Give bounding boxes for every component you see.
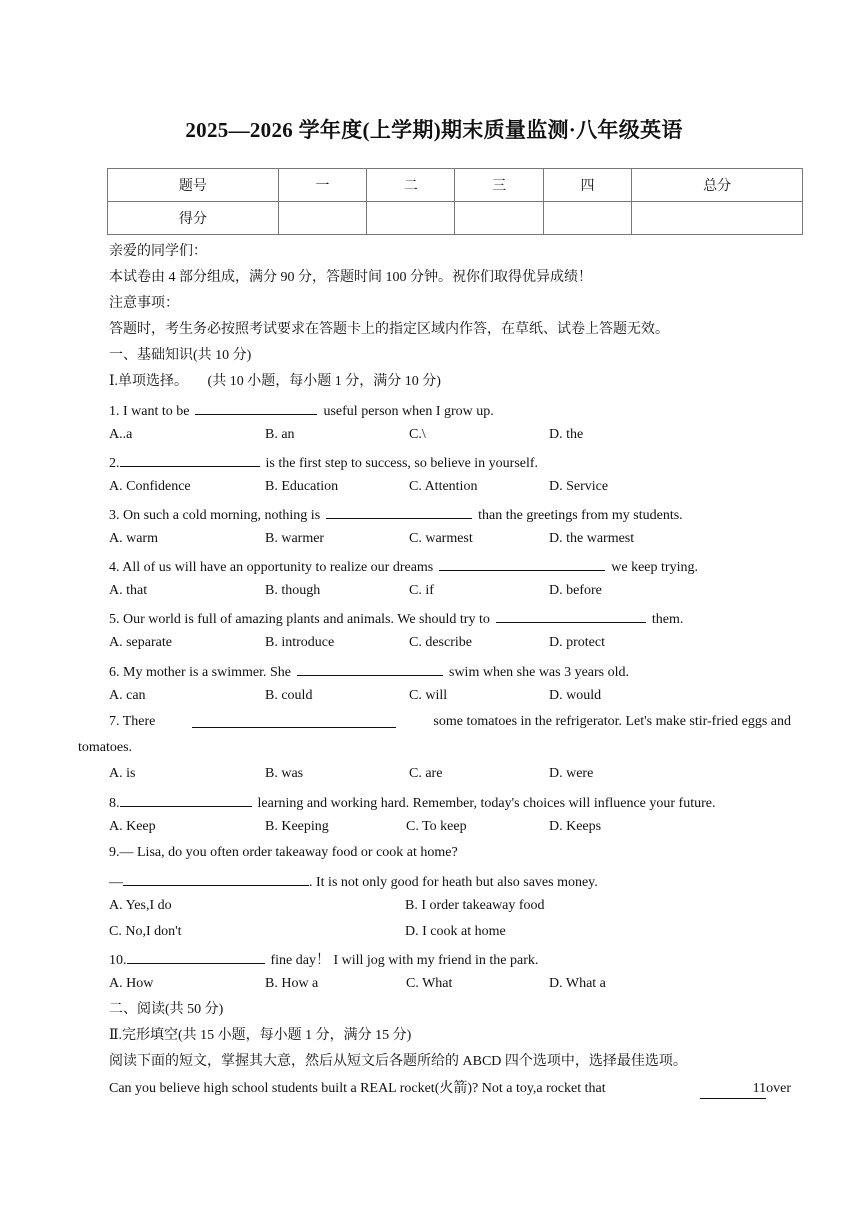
notice-text: 答题时，考生务必按照考试要求在答题卡上的指定区域内作答，在草纸、试卷上答题无效。 — [109, 322, 669, 337]
score-cell-part4: 四 — [543, 169, 631, 202]
option-b: B. was — [265, 766, 304, 781]
question-stem-pre: 5. Our world is full of amazing plants and animals. We should try to — [109, 612, 490, 627]
part2-instruction: 阅读下面的短文，掌握其大意，然后从短文后各题所给的 ABCD 四个选项中，选择最佳选项。 — [109, 1054, 687, 1069]
notice-title: 注意事项： — [109, 296, 179, 311]
question-8 — [109, 792, 716, 813]
question-stem-pre: 3. On such a cold morning, nothing is — [109, 508, 321, 523]
answer-blank — [326, 504, 472, 519]
passage-text: Can you believe high school students built a REAL rocket(火箭)? Not a toy,a rocket that — [109, 1081, 606, 1096]
score-empty-cell — [367, 202, 455, 235]
passage-line-1 — [109, 1080, 791, 1099]
option-b: B. Education — [265, 479, 339, 494]
score-cell-part1: 一 — [278, 169, 366, 202]
part1-note: (共 10 小题，每小题 1 分，满分 10 分) — [207, 374, 441, 389]
option-a: A. warm — [109, 531, 158, 546]
question-stem-post: learning and working hard. Remember, today's choices will influence your future. — [257, 796, 716, 811]
score-table-score-row — [108, 202, 803, 235]
exam-title: 2025—2026 学年度(上学期)期末质量监测·八年级英语 — [185, 118, 683, 142]
option-b: B. an — [265, 427, 295, 442]
option-c: C. will — [409, 688, 448, 703]
option-c: C.\ — [409, 427, 426, 442]
question-stem-post: fine day！ I will jog with my friend in the park. — [270, 953, 539, 968]
option-d: D. the — [549, 427, 584, 442]
option-a: A. Keep — [109, 819, 156, 834]
score-cell-label: 题号 — [108, 169, 279, 202]
option-d: D. would — [549, 688, 602, 703]
answer-blank — [192, 713, 396, 728]
answer-blank — [496, 608, 646, 623]
question-4 — [109, 556, 698, 577]
option-d: D. What a — [549, 976, 606, 991]
question-stem-post: them. — [651, 612, 684, 627]
score-empty-cell — [278, 202, 366, 235]
answer-blank — [127, 949, 265, 964]
score-table-header-row — [108, 169, 803, 202]
question-stem-post: some tomatoes in the refrigerator. Let's make stir-fried eggs and — [433, 714, 791, 729]
option-c: C. describe — [409, 635, 472, 650]
question-2 — [109, 452, 538, 473]
option-d: D. protect — [549, 635, 605, 650]
question-10 — [109, 949, 538, 970]
option-c: C. warmest — [409, 531, 473, 546]
question-5 — [109, 608, 683, 629]
score-cell-part2: 二 — [367, 169, 455, 202]
answer-blank — [120, 452, 260, 467]
score-empty-cell — [543, 202, 631, 235]
option-c: C. if — [409, 583, 434, 598]
option-a: A. Confidence — [109, 479, 191, 494]
option-b: B. How a — [265, 976, 319, 991]
answer-blank — [297, 661, 443, 676]
option-b: B. introduce — [265, 635, 335, 650]
answer-blank — [120, 792, 252, 807]
section2-heading: 二、阅读(共 50 分) — [109, 1002, 224, 1017]
option-a: A. How — [109, 976, 154, 991]
score-cell-total: 总分 — [632, 169, 803, 202]
option-c: C. are — [409, 766, 443, 781]
option-c: C. No,I don't — [109, 924, 182, 939]
question-9: 9.— Lisa, do you often order takeaway food or cook at home? — [109, 845, 458, 860]
question-stem-post: useful person when I grow up. — [323, 404, 494, 419]
part1-title — [109, 373, 441, 391]
option-a: A. is — [109, 766, 136, 781]
option-d: D. Service — [549, 479, 609, 494]
question-stem-pre: 6. My mother is a swimmer. She — [109, 665, 291, 680]
greeting: 亲爱的同学们： — [109, 244, 207, 259]
option-b: B. Keeping — [265, 819, 329, 834]
answer-blank — [439, 556, 605, 571]
blank-number-11: 11 — [700, 1080, 766, 1099]
option-a: A. that — [109, 583, 148, 598]
question-stem-pre: 4. All of us will have an opportunity to realize our dreams — [109, 560, 434, 575]
option-b: B. warmer — [265, 531, 325, 546]
option-d: D. I cook at home — [405, 924, 506, 939]
option-a: A. separate — [109, 635, 172, 650]
option-a: A. Yes,I do — [109, 898, 172, 913]
score-cell-part3: 三 — [455, 169, 543, 202]
question-6 — [109, 661, 629, 682]
option-b: B. I order takeaway food — [405, 898, 545, 913]
question-7 — [109, 713, 791, 731]
question-7-continuation: tomatoes. — [78, 740, 133, 755]
option-c: C. To keep — [406, 819, 467, 834]
option-d: D. were — [549, 766, 594, 781]
question-stem-post: swim when she was 3 years old. — [449, 665, 630, 680]
option-c: C. What — [406, 976, 453, 991]
answer-blank — [195, 400, 317, 415]
exam-description: 本试卷由 4 部分组成，满分 90 分，答题时间 100 分钟。祝你们取得优异成绩！ — [109, 270, 592, 285]
passage-after-blank: over — [766, 1081, 791, 1096]
question-stem-pre: 1. I want to be — [109, 404, 190, 419]
score-empty-cell — [455, 202, 543, 235]
dialog-dash: — — [109, 875, 123, 890]
option-d: D. Keeps — [549, 819, 602, 834]
question-1 — [109, 400, 494, 421]
option-a: A..a — [109, 427, 133, 442]
question-stem-post: than the greetings from my students. — [478, 508, 683, 523]
question-stem-pre: 7. There — [109, 714, 156, 729]
question-3 — [109, 504, 683, 525]
passage-blank-group — [694, 1080, 791, 1099]
part2-title: Ⅱ.完形填空(共 15 小题，每小题 1 分，满分 15 分) — [109, 1028, 412, 1043]
question-stem-pre: 2. — [109, 456, 120, 471]
score-row-label: 得分 — [108, 202, 279, 235]
part1-title-text: Ⅰ.单项选择。 — [109, 374, 189, 389]
dialog-text: . It is not only good for heath but also saves money. — [309, 875, 598, 890]
question-9-dialog — [109, 871, 598, 892]
option-b: B. could — [265, 688, 313, 703]
score-empty-cell — [632, 202, 803, 235]
question-stem-post: we keep trying. — [611, 560, 698, 575]
question-stem-post: is the first step to success, so believe in yourself. — [265, 456, 539, 471]
answer-blank — [123, 871, 309, 886]
option-d: D. the warmest — [549, 531, 635, 546]
option-a: A. can — [109, 688, 146, 703]
question-stem-pre: 10. — [109, 953, 127, 968]
section1-heading: 一、基础知识(共 10 分) — [109, 348, 252, 363]
option-d: D. before — [549, 583, 602, 598]
score-table — [107, 168, 803, 235]
question-stem-pre: 8. — [109, 796, 120, 811]
option-b: B. though — [265, 583, 321, 598]
option-c: C. Attention — [409, 479, 478, 494]
